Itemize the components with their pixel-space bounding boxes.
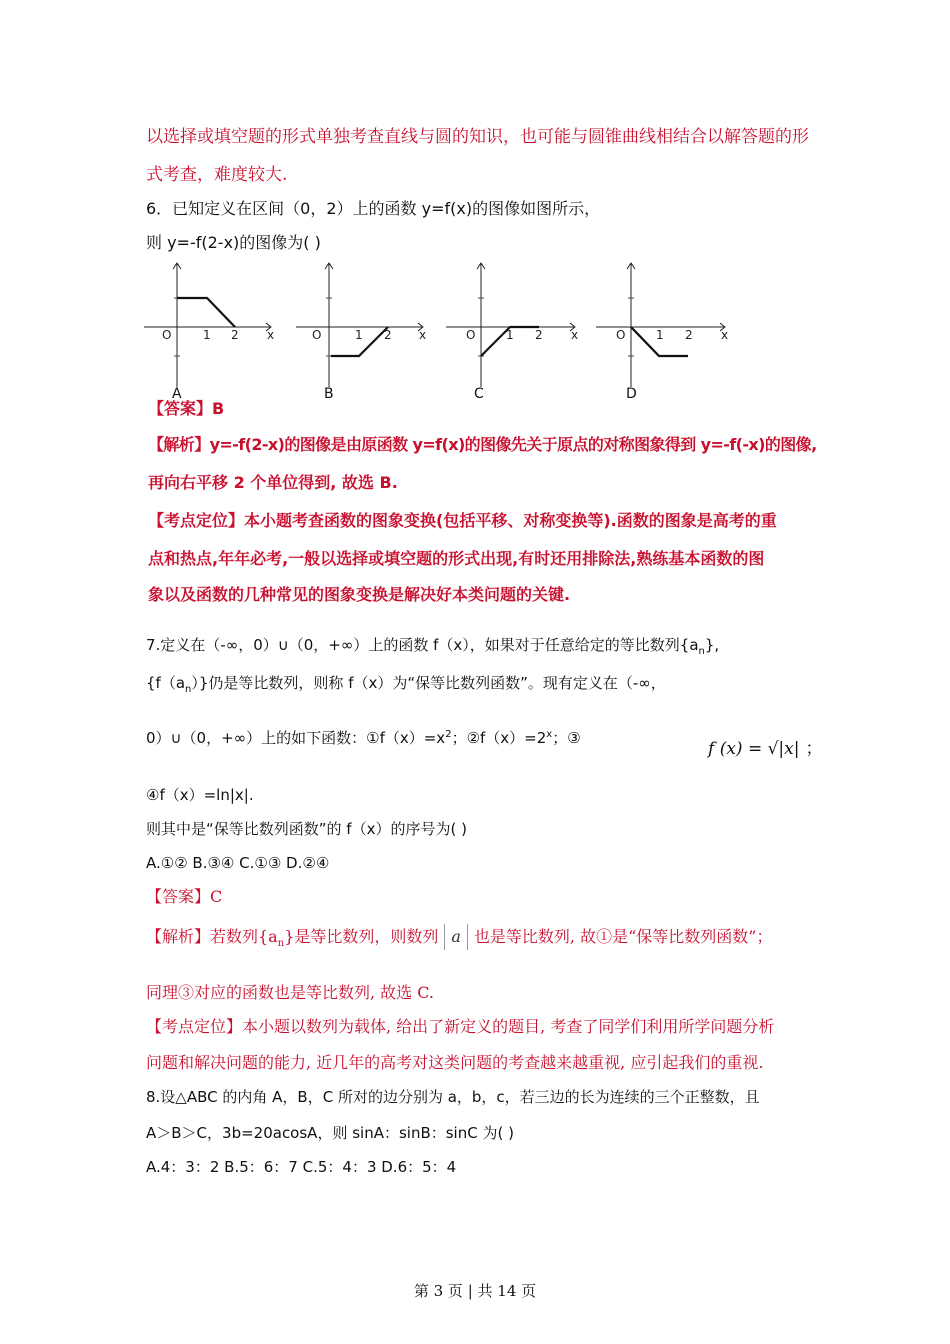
q6-graph-b — [292, 262, 432, 402]
intro-line-1: 以选择或填空题的形式单独考查直线与圆的知识，也可能与圆锥曲线相结合以解答题的形 — [146, 127, 809, 147]
q6-graph-c — [444, 262, 584, 402]
origin-label: O — [162, 328, 172, 342]
q7-analysis-1: 【解析】若数列$\{a_n\}$是等比数列，则数列 a 也是等比数列, 故①是“保等比数列函数”； — [146, 924, 772, 955]
sequence-an-squared: a — [444, 924, 468, 950]
svg-text:1: 1 — [656, 328, 664, 342]
q7-line-4: ④f（x）=ln|x|. — [146, 786, 254, 804]
svg-text:O: O — [466, 328, 476, 342]
svg-text:2: 2 — [384, 328, 392, 342]
svg-text:2: 2 — [231, 328, 239, 342]
svg-text:x: x — [721, 328, 729, 342]
q6-analysis-1: 【解析】y=-f(2-x)的图像是由原函数 y=f(x)的图像先关于原点的对称图象得到 y=-f(-x)的图像, — [148, 435, 817, 454]
q7-point-2: 问题和解决问题的能力, 近几年的高考对这类问题的考查越来越重视, 应引起我们的重视. — [146, 1053, 764, 1072]
q6-answer: 【答案】B — [148, 399, 225, 418]
q8-choices: A.4：3：2 B.5：6：7 C.5：4：3 D.6：5：4 — [146, 1158, 457, 1176]
option-b-label: B — [324, 386, 334, 402]
svg-text:1: 1 — [506, 328, 514, 342]
svg-text:1: 1 — [203, 328, 211, 342]
svg-text:1: 1 — [355, 328, 363, 342]
svg-text:2: 2 — [535, 328, 543, 342]
svg-text:O: O — [616, 328, 626, 342]
svg-text:x: x — [419, 328, 427, 342]
option-a-label: A — [172, 386, 182, 402]
q8-line-2: A＞B＞C，3b=20acosA，则 sinA：sinB：sinC 为( ) — [146, 1124, 514, 1142]
option-d-label: D — [626, 386, 637, 402]
q6-point-3: 象以及函数的几种常见的图象变换是解决好本类问题的关键. — [148, 585, 571, 604]
q7-choices: A.①② B.③④ C.①③ D.②④ — [146, 854, 330, 872]
q7-line-5: 则其中是“保等比数列函数”的 f（x）的序号为( ) — [146, 820, 467, 838]
q6-graph-d — [594, 262, 734, 402]
svg-text:O: O — [312, 328, 322, 342]
q6-stem-2: 则 y=-f(2-x)的图像为( ) — [146, 233, 321, 252]
q7-line-1: 7.定义在（-∞，0）∪（0，+∞）上的函数 f（x），如果对于任意给定的等比数列$\{a_n\}$, — [146, 636, 720, 657]
q6-analysis-2: 再向右平移 2 个单位得到, 故选 B. — [148, 473, 398, 492]
q7-line-2: $\{f(a_n)\}$仍是等比数列，则称 f（x）为“保等比数列函数”。现有定义在（-∞， — [146, 674, 666, 695]
svg-text:x: x — [267, 328, 275, 342]
option-c-label: C — [474, 386, 484, 402]
svg-text:2: 2 — [685, 328, 693, 342]
q7-line-3: 0）∪（0，+∞）上的如下函数：$①f(x)=x^2$；$②f(x)=2^x$；③ — [146, 729, 581, 747]
intro-line-2: 式考查，难度较大. — [146, 165, 288, 185]
q7-formula-sqrt: f (x) = √|x| ； — [708, 739, 823, 759]
q8-line-1: 8.设△ABC 的内角 A，B，C 所对的边分别为 a，b，c，若三边的长为连续的三个正整数，且 — [146, 1088, 760, 1106]
q7-answer: 【答案】C — [146, 887, 223, 906]
page-footer: 第 3 页 | 共 14 页 — [413, 1282, 537, 1300]
svg-text:x: x — [571, 328, 579, 342]
q7-analysis-2: 同理③对应的函数也是等比数列, 故选 C. — [146, 983, 435, 1002]
curve-a — [177, 298, 235, 327]
q7-point-1: 【考点定位】本小题以数列为载体, 给出了新定义的题目, 考查了同学们利用所学问题分析 — [146, 1017, 775, 1036]
q6-point-1: 【考点定位】本小题考查函数的图象变换(包括平移、对称变换等).函数的图象是高考的重 — [148, 511, 777, 530]
q6-graph-a — [140, 262, 280, 402]
q6-stem-1: 6．已知定义在区间（0，2）上的函数 y=f(x)的图像如图所示， — [146, 199, 601, 218]
q6-point-2: 点和热点,年年必考,一般以选择或填空题的形式出现,有时还用排除法,熟练基本函数的图 — [148, 549, 765, 568]
